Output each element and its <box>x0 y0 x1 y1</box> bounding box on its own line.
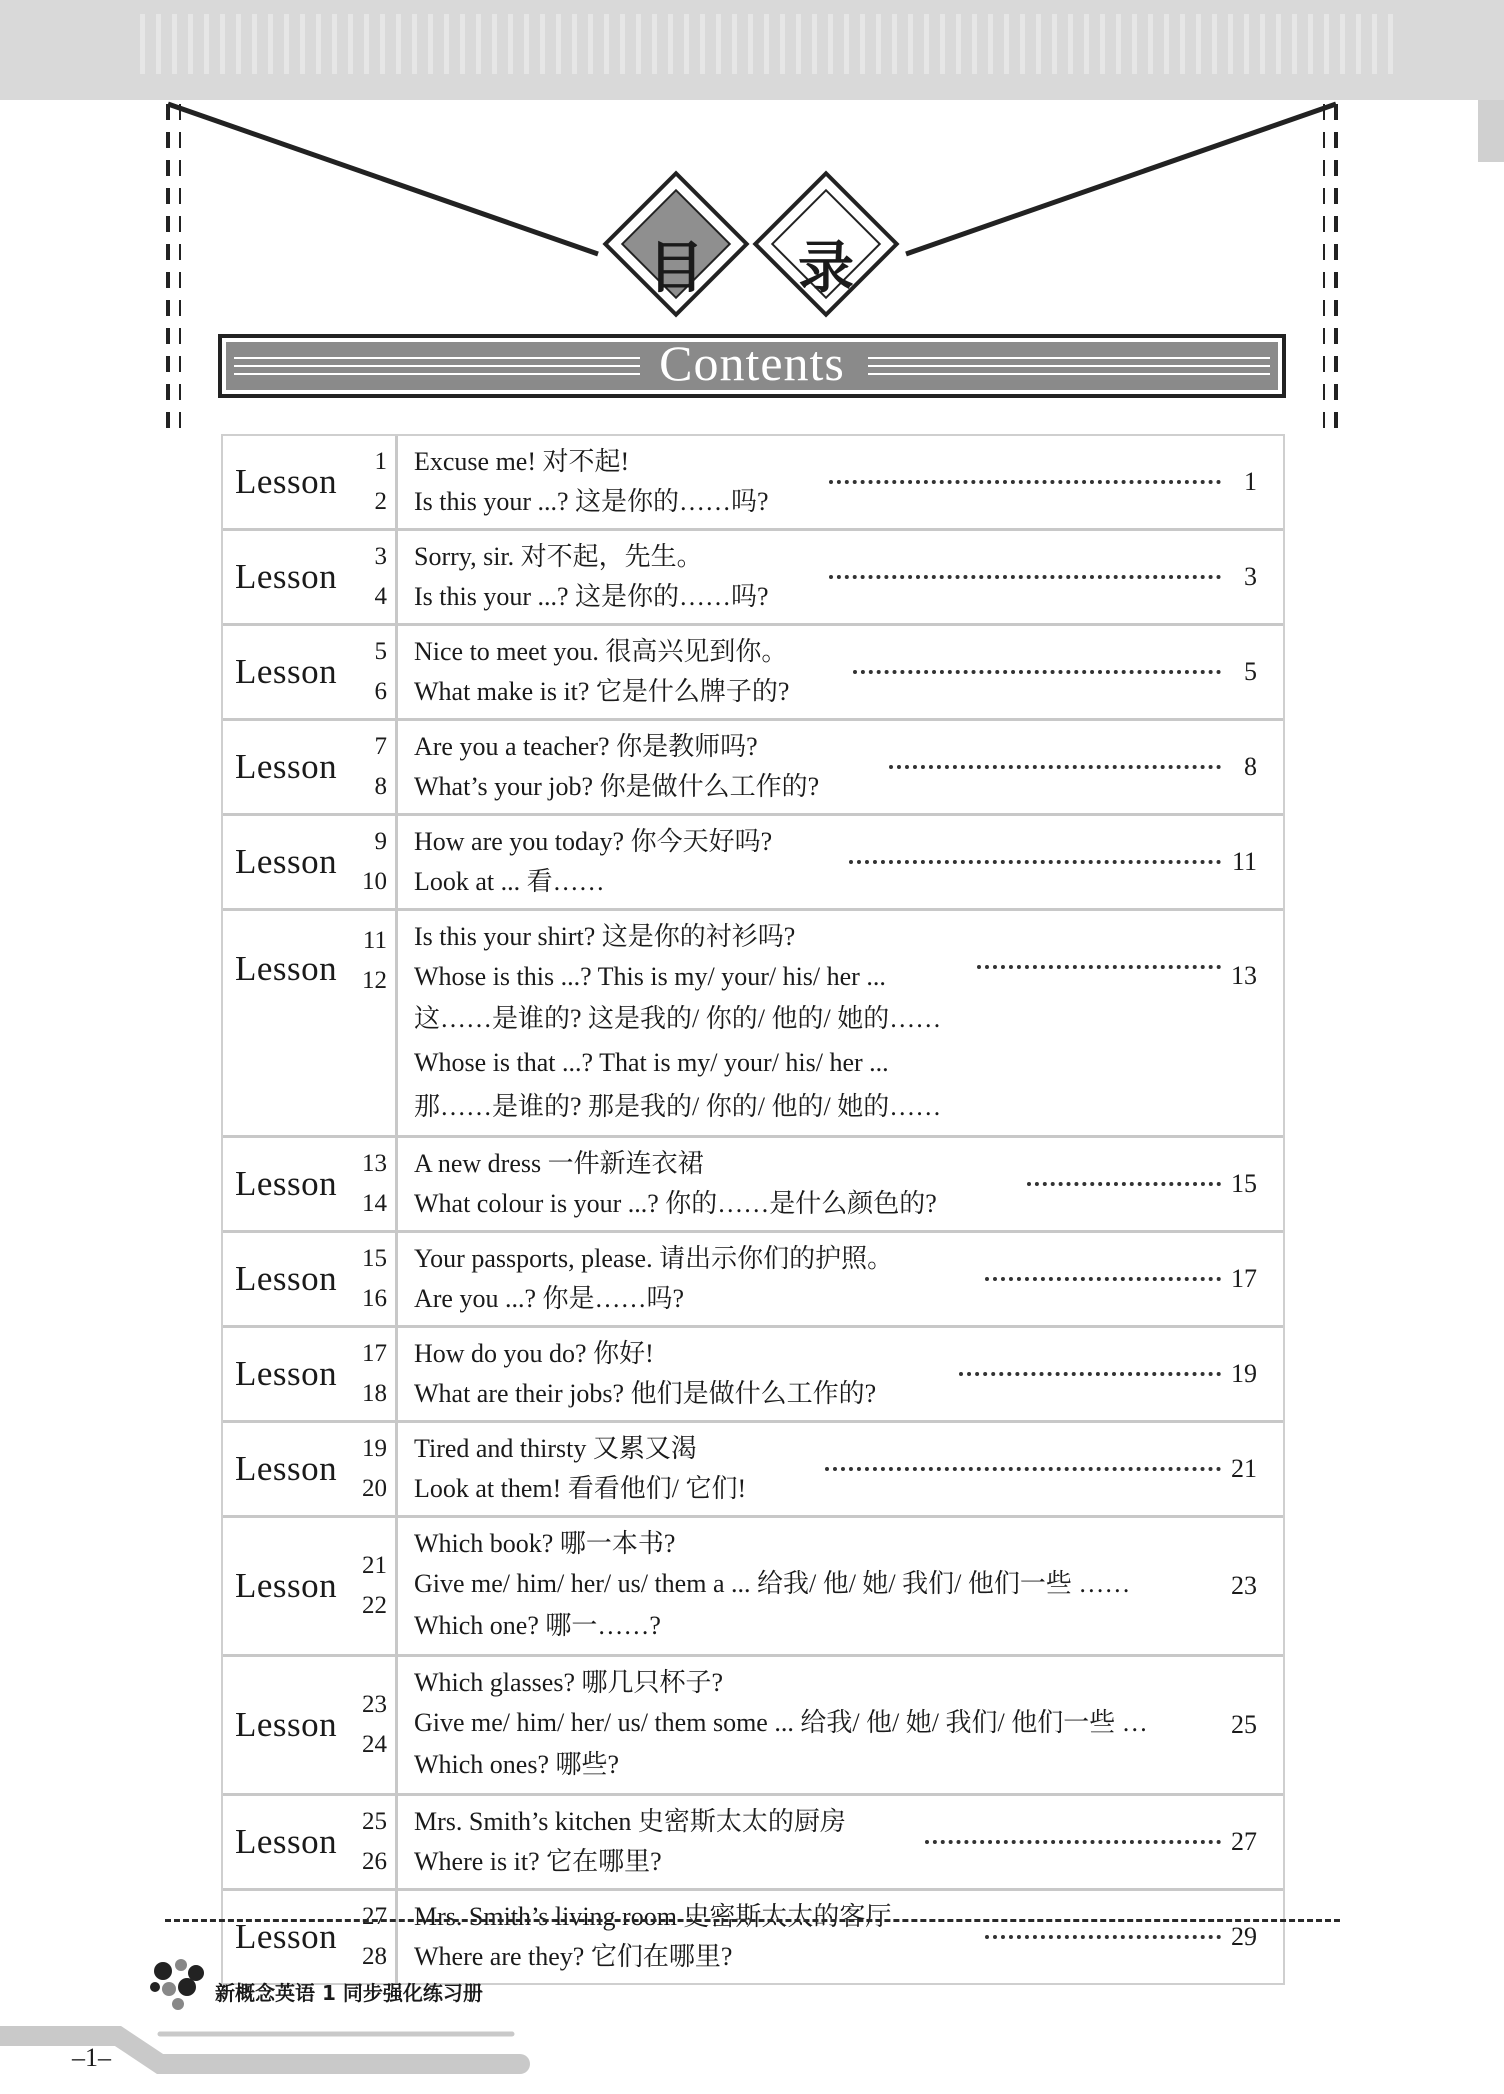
lesson-word: Lesson <box>235 1917 338 1956</box>
lesson-title-line: What colour is your ...? 你的……是什么颜色的? <box>414 1189 937 1218</box>
dot-leader <box>985 1935 1221 1939</box>
table-of-contents <box>221 434 1285 1985</box>
lesson-numbers <box>362 1546 387 1626</box>
dot-leader <box>889 765 1221 769</box>
toc-row[interactable] <box>223 908 1283 1135</box>
lesson-title-line: What are their jobs? 他们是做什么工作的? <box>414 1379 877 1408</box>
toc-row[interactable] <box>223 1420 1283 1515</box>
toc-row[interactable] <box>223 813 1283 908</box>
dot-leader <box>849 860 1221 864</box>
lesson-numbers <box>362 1802 387 1882</box>
toc-row[interactable] <box>223 528 1283 623</box>
lesson-title-line: Look at them! 看看他们/ 它们! <box>414 1474 747 1503</box>
lesson-word: Lesson <box>235 1164 338 1203</box>
lesson-number: 20 <box>362 1475 387 1502</box>
lesson-word: Lesson <box>235 842 338 881</box>
dot-leader <box>853 670 1221 674</box>
page-ref: 25 <box>1231 1710 1257 1739</box>
lesson-number: 5 <box>374 638 387 665</box>
lesson-title-line: Which ones? 哪些? <box>414 1750 620 1779</box>
lesson-title-line: Nice to meet you. 很高兴见到你。 <box>414 637 788 666</box>
dot-leader <box>829 480 1221 484</box>
lesson-label-cell <box>223 1657 398 1793</box>
lesson-numbers <box>375 727 388 807</box>
toc-row[interactable] <box>223 436 1283 528</box>
lesson-title-line: Whose is this ...? This is my/ your/ his/ her ... <box>414 962 886 991</box>
lesson-titles <box>398 1796 1283 1888</box>
lesson-word: Lesson <box>235 1354 338 1393</box>
lesson-label-cell <box>223 816 398 908</box>
lesson-numbers <box>362 1429 387 1509</box>
lesson-number: 26 <box>362 1848 387 1875</box>
lesson-title-line: 这……是谁的? 这是我的/ 你的/ 他的/ 她的…… <box>414 1004 942 1033</box>
lesson-numbers <box>362 822 387 902</box>
lesson-title-line: Tired and thirsty 又累又渴 <box>414 1434 697 1463</box>
lesson-word: Lesson <box>235 462 338 501</box>
title-char-lu: 录 <box>798 236 854 301</box>
book-title: 新概念英语 1 同步强化练习册 <box>215 1981 483 2005</box>
lesson-label-cell <box>223 436 398 528</box>
lesson-word: Lesson <box>235 1822 338 1861</box>
lesson-numbers <box>362 1334 387 1414</box>
toc-row[interactable] <box>223 1515 1283 1654</box>
lesson-title-line: A new dress 一件新连衣裙 <box>414 1149 704 1178</box>
lesson-word: Lesson <box>235 1259 338 1298</box>
contents-heading: Contents <box>659 335 845 391</box>
lesson-title-line: Is this your shirt? 这是你的衬衫吗? <box>414 922 796 951</box>
toc-row[interactable] <box>223 1654 1283 1793</box>
lesson-title-line: Are you a teacher? 你是教师吗? <box>414 732 758 761</box>
lesson-word: Lesson <box>235 557 338 596</box>
lesson-title-line: 那……是谁的? 那是我的/ 你的/ 他的/ 她的…… <box>414 1092 942 1121</box>
lesson-number: 11 <box>362 927 387 954</box>
page-ref: 19 <box>1231 1359 1257 1388</box>
page-ref: 23 <box>1231 1571 1257 1600</box>
lesson-titles <box>398 1233 1283 1325</box>
lesson-titles <box>398 1328 1283 1420</box>
toc-row[interactable] <box>223 1325 1283 1420</box>
lesson-titles <box>398 816 1283 908</box>
lesson-titles <box>398 1138 1283 1230</box>
lesson-titles <box>398 436 1283 528</box>
page-ref: 27 <box>1231 1827 1257 1856</box>
lesson-title-line: Whose is that ...? That is my/ your/ his/ her ... <box>414 1048 889 1077</box>
lesson-title-line: Which glasses? 哪几只杯子? <box>414 1668 724 1697</box>
lesson-numbers <box>375 632 388 712</box>
lesson-title-line: Mrs. Smith’s kitchen 史密斯太太的厨房 <box>414 1807 846 1836</box>
lesson-word: Lesson <box>235 1449 338 1488</box>
lesson-numbers <box>362 921 387 1001</box>
lesson-word: Lesson <box>235 652 338 691</box>
lesson-label-cell <box>223 911 398 1135</box>
toc-row[interactable] <box>223 1793 1283 1888</box>
lesson-title-line: Where are they? 它们在哪里? <box>414 1942 733 1971</box>
lesson-number: 25 <box>362 1808 387 1835</box>
lesson-title-line: Mrs. Smith’s living room 史密斯太太的客厅 <box>414 1902 892 1931</box>
page-ref: 13 <box>1231 961 1257 990</box>
lesson-label-cell <box>223 1796 398 1888</box>
lesson-number: 22 <box>362 1592 387 1619</box>
lesson-titles <box>398 626 1283 718</box>
lesson-number: 7 <box>374 733 387 760</box>
lesson-number: 12 <box>362 967 387 994</box>
lesson-word: Lesson <box>235 747 338 786</box>
page-ref: 21 <box>1231 1454 1257 1483</box>
lesson-word: Lesson <box>235 1705 338 1744</box>
lesson-number: 2 <box>374 488 387 515</box>
lesson-title-line: Which book? 哪一本书? <box>414 1529 676 1558</box>
lesson-number: 21 <box>362 1552 387 1579</box>
dot-leader <box>829 575 1221 579</box>
lesson-number: 18 <box>362 1380 387 1407</box>
lesson-title-line: Sorry, sir. 对不起，先生。 <box>414 542 703 571</box>
page-ref: 11 <box>1231 847 1257 876</box>
dot-leader <box>985 1277 1221 1281</box>
lesson-number: 24 <box>362 1731 387 1758</box>
lesson-title-line: Where is it? 它在哪里? <box>414 1847 662 1876</box>
lesson-number: 27 <box>362 1903 387 1930</box>
lesson-numbers <box>375 442 388 522</box>
lesson-label-cell <box>223 721 398 813</box>
toc-row[interactable] <box>223 718 1283 813</box>
lesson-title-line: What’s your job? 你是做什么工作的? <box>414 772 820 801</box>
page-ref: 29 <box>1231 1922 1257 1951</box>
lesson-titles <box>398 1518 1283 1654</box>
lesson-label-cell <box>223 1138 398 1230</box>
lesson-title-line: How do you do? 你好! <box>414 1339 654 1368</box>
lesson-number: 9 <box>374 828 387 855</box>
lesson-label-cell <box>223 1328 398 1420</box>
lesson-title-line: Is this your ...? 这是你的……吗? <box>414 487 769 516</box>
lesson-title-line: Is this your ...? 这是你的……吗? <box>414 582 769 611</box>
toc-row[interactable] <box>223 1135 1283 1230</box>
lesson-number: 28 <box>362 1943 387 1970</box>
lesson-title-line: Which one? 哪一……? <box>414 1611 661 1640</box>
lesson-number: 16 <box>362 1285 387 1312</box>
dot-leader <box>825 1467 1221 1471</box>
lesson-number: 3 <box>374 543 387 570</box>
title-char-mu: 目 <box>648 236 704 301</box>
lesson-numbers <box>375 537 388 617</box>
lesson-number: 14 <box>362 1190 387 1217</box>
lesson-title-line: Excuse me! 对不起! <box>414 447 630 476</box>
lesson-numbers <box>362 1144 387 1224</box>
page-ref: 8 <box>1244 752 1257 781</box>
lesson-label-cell <box>223 1423 398 1515</box>
lesson-number: 10 <box>362 868 387 895</box>
lesson-word: Lesson <box>235 1566 338 1605</box>
dot-leader <box>925 1840 1221 1844</box>
lesson-number: 4 <box>374 583 387 610</box>
dot-leader <box>977 965 1221 969</box>
toc-row[interactable] <box>223 623 1283 718</box>
lesson-title-line: Give me/ him/ her/ us/ them some ... 给我/ 他/ 她/ 我们/ 他们一些 … <box>414 1708 1148 1737</box>
lesson-number: 23 <box>362 1691 387 1718</box>
page-ref: 17 <box>1231 1264 1257 1293</box>
lesson-label-cell <box>223 626 398 718</box>
lesson-numbers <box>362 1685 387 1765</box>
lesson-title-line: How are you today? 你今天好吗? <box>414 827 773 856</box>
lesson-number: 1 <box>374 448 387 475</box>
lesson-label-cell <box>223 1518 398 1654</box>
lesson-titles <box>398 721 1283 813</box>
dot-leader <box>1027 1182 1221 1186</box>
lesson-titles <box>398 1423 1283 1515</box>
lesson-title-line: Are you ...? 你是……吗? <box>414 1284 685 1313</box>
lesson-number: 19 <box>362 1435 387 1462</box>
lesson-titles <box>398 531 1283 623</box>
lesson-numbers <box>362 1239 387 1319</box>
dot-leader <box>959 1372 1221 1376</box>
lesson-title-line: What make is it? 它是什么牌子的? <box>414 677 790 706</box>
page-ref: 1 <box>1244 467 1257 496</box>
lesson-number: 13 <box>362 1150 387 1177</box>
lesson-label-cell <box>223 1233 398 1325</box>
lesson-number: 6 <box>374 678 387 705</box>
page-number: –1– <box>72 2043 111 2072</box>
lesson-titles <box>398 1657 1283 1793</box>
lesson-number: 17 <box>362 1340 387 1367</box>
lesson-titles <box>398 911 1283 1135</box>
page-ref: 3 <box>1244 562 1257 591</box>
lesson-word: Lesson <box>235 949 338 988</box>
toc-row[interactable] <box>223 1230 1283 1325</box>
page-ref: 5 <box>1244 657 1257 686</box>
page-ref: 15 <box>1231 1169 1257 1198</box>
lesson-number: 8 <box>374 773 387 800</box>
lesson-label-cell <box>223 531 398 623</box>
lesson-number: 15 <box>362 1245 387 1272</box>
lesson-title-line: Look at ... 看…… <box>414 867 605 896</box>
lesson-title-line: Your passports, please. 请出示你们的护照。 <box>414 1244 894 1273</box>
lesson-title-line: Give me/ him/ her/ us/ them a ... 给我/ 他/ 她/ 我们/ 他们一些 …… <box>414 1569 1131 1598</box>
